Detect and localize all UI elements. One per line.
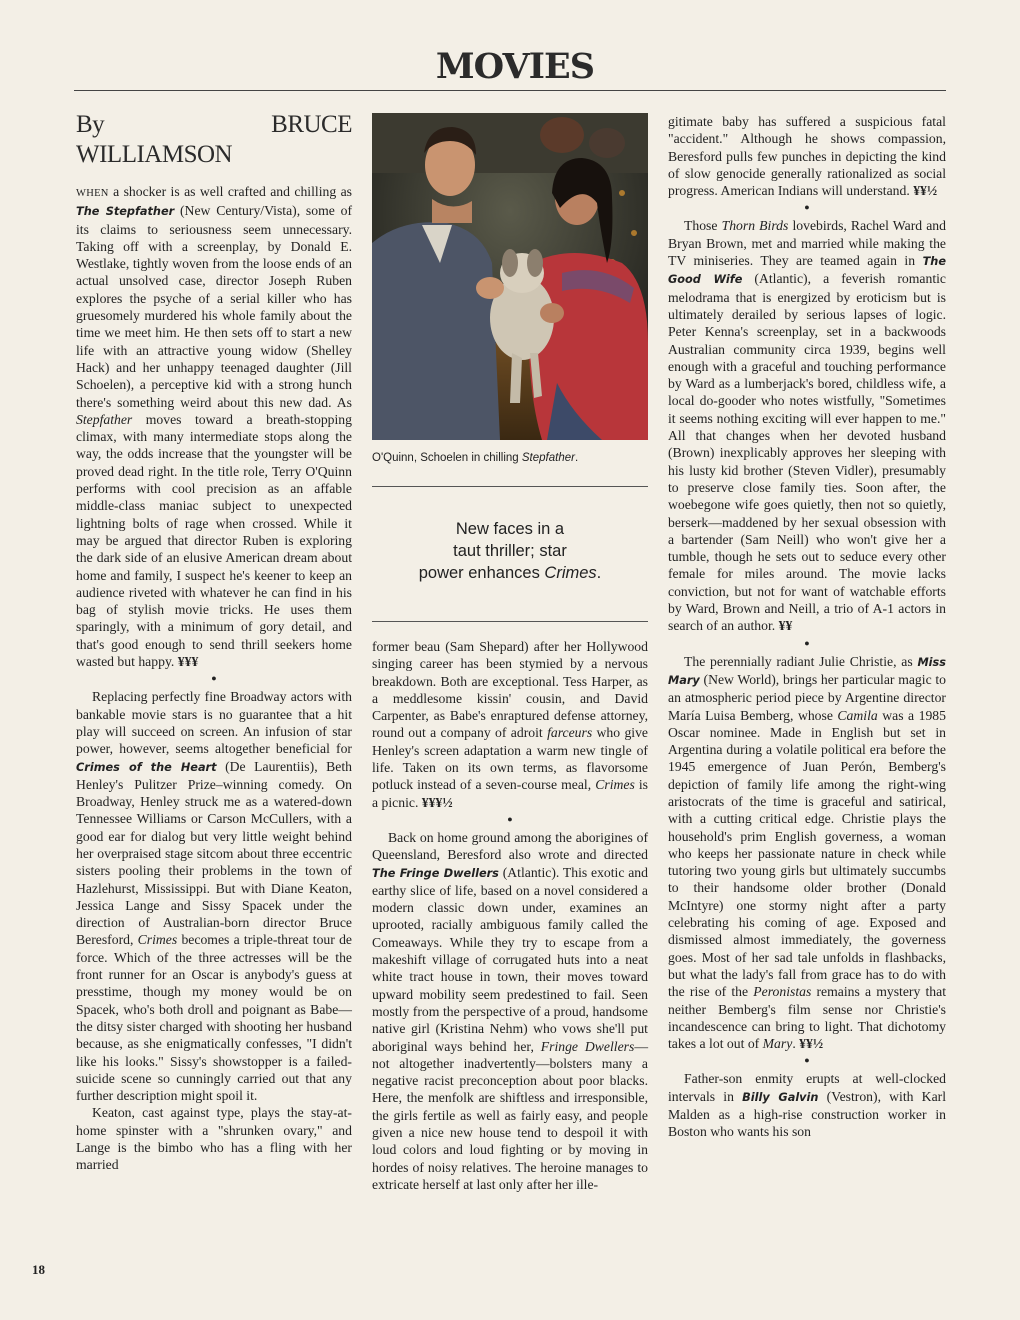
film-title: The Fringe Dwellers [372,866,499,880]
rating: ¥¥¥½ [421,794,453,810]
column-3 [668,113,946,1141]
rating: ¥¥ [778,618,793,634]
movie-still-photo [372,113,648,440]
crimes-review-end: former beau (Sam Shepard) after her Hollywood singing career has been stymied by a nervous breakdown. Both are exceptional. Tess Harper, as a meddlesome kissin' cousin, and David Carpenter, as Babe's enraptured defense attorney, round out a company of adroit farceurs who give Henley's screen adaptation a warm new tingle of life. Taken on its own terms, as flavorsome potluck instead of a seven-course meal, Crimes is a picnic. ¥¥¥½ [372,639,649,810]
miss-mary-review: The perennially radiant Julie Christie, as Miss Mary (New World), brings her particular magic to an atmospheric period piece by Argentine director María Luisa Bemberg, whose Camila was a 1985 Oscar nominee. Made in English but set in Argentina during a volatile political era before the 1945 emergence of Juan Perón, Bemberg's depiction of family life among the right-wing aristocrats of the time is graceful and satirical, with a cutting critical edge. Christie plays the household's prim English governess, a woman who keeps her passionate nature in check while tutoring two young girls but ultimately succumbs to their handsome older brother (Donald McIntyre) one stormy night after a party celebrating his coming of age. Exposed and dismissed almost immediately, the governess goes. Most of her sad tale unfolds in flashbacks, but what the lady's fall from grace has to do with the rise of the Peronistas remains a mystery that neither Bemberg's film sense nor Christie's incandescence can bring to light. That dichotomy takes a lot out of Mary. ¥¥½ [668,653,946,1052]
byline: By BRUCE WILLIAMSON [76,111,352,168]
column-1 [76,108,352,1174]
separator-bullet: ● [804,637,810,648]
separator-bullet: ● [211,673,217,684]
pull-quote-top-rule [372,486,648,487]
crimes-review-cont: Keaton, cast against type, plays the stay-at-home spinster with a "shrunken ovary," and Lange is the bimbo who has a fling with her married [76,1105,352,1173]
film-title: Billy Galvin [742,1090,819,1104]
separator-bullet: ● [507,813,513,824]
fringe-dwellers-review: Back on home ground among the aborigines of Queensland, Beresford also wrote and directed The Fringe Dwellers (Atlantic). This exotic and earthy slice of life, based on a novel considered a modern classic down under, examines an uprooted, racially ambiguous family called the Comeaways. While they try to escape from a makeshift village of corrugated huts into a neat white tract house in town, their moves toward upward mobility seem predestined to fail. Seen mostly from the perspective of a proud, handsome native girl (Kristina Nehm) who vows she'll put aboriginal ways behind her, Fringe Dwellers—not altogether inadvertently—bolsters many a negative racist preconception about poor blacks. Here, the menfolk are shiftless and irresponsible, the girls fertile as well as fairly easy, and people given a nice new house tend to despoil it with loud colors and loud fighting or by moving in hordes of noisy relatives. The heroine manages to extricate herself at last only after her ille- [372,829,648,1192]
section-title: MOVIES [435,46,594,87]
lead-in: WHEN [76,188,109,199]
separator-bullet: ● [804,1055,810,1066]
pull-quote-bottom-rule [372,621,648,622]
film-title: Crimes of the Heart [76,760,217,774]
rating: ¥¥¥ [177,654,199,670]
pull-quote: New faces in a taut thriller; star power enhances Crimes. [418,520,602,582]
page-number: 18 [32,1262,45,1277]
film-title: The Stepfather [76,205,175,219]
good-wife-review: Those Thorn Birds lovebirds, Rachel Ward and Bryan Brown, met and married while making the TV miniseries. They are teamed again in The Good Wife (Atlantic), a feverish romantic melodrama that is energized by eroticism but is ultimately derailed by serious lapses of logic. Peter Kenna's screenplay, set in a backwoods Australian community circa 1939, begins well enough with a graceful and touching performance by Ward as a lumberjack's bored, childless wife, a local do-gooder who notes wistfully, "Sometimes it seems nothing exciting will ever happen to me." All that changes when her devoted husband (Brown) inexplicably approves her sleeping with his lusty kid brother (Steven Vidler), presumably to preserve close family ties. Soon after, the woebegone wife goes quietly, then not so quietly, berserk—maddened by her sexual obsession with a bartender (Sam Neill) who won't give her a tumble, though he sets out to seduce every other female for miles around. The movie lacks conviction, but not for want of watchable efforts by Ward, Brown and Neill, a trio of A-1 actors in search of an author. ¥¥ [668,218,946,634]
fringe-dwellers-review-end: gitimate baby has suffered a suspicious fatal "accident." Although he shows compassion, Beresford pulls few punches in depicting the kind of slow genocide generally rationalized as social progress. American Indians will understand. ¥¥½ [668,114,946,199]
rating: ¥¥½ [913,183,938,199]
photo-caption: O'Quinn, Schoelen in chilling Stepfather. [372,452,579,464]
billy-galvin-review: Father-son enmity erupts at well-clocked intervals in Billy Galvin (Vestron), with Karl Malden as a high-rise construction worker in Boston who wants his son [668,1071,947,1140]
separator-bullet: ● [804,202,810,213]
rating: ¥¥½ [799,1036,824,1052]
crimes-review: Replacing perfectly fine Broadway actors with bankable movie stars is no guarantee that a hit play will succeed on screen. An infusion of star power, however, seems altogether beneficial for Crimes of the Heart (De Laurentiis), Beth Henley's Pulitzer Prize–winning comedy. On Broadway, Henley struck me as a watered-down Tennessee Williams or Carson McCullers, with a good ear for dialog but very little weight behind her overpraised stage sitcom about three eccentric sisters pooling their problems in the town of Hazlehurst, Mississippi. But with Diane Keaton, Jessica Lange and Sissy Spacek under the direction of Australian-born director Bruce Beresford, Crimes becomes a triple-threat tour de force. Which of the three actresses will be the front runner for an Oscar is anybody's guess at presstime, though my money would be on Spacek, who's both droll and poignant as Babe—the ditsy sister charged with shooting her husband because, as she enigmatically confesses, "I didn't like his looks." Sissy's showstopper is a failed-suicide scene so cunningly carried out that any further description might spoil it. [76,689,353,1104]
film-title: The Good Wife [668,255,946,287]
section-header [74,44,946,91]
column-2 [372,638,648,1193]
stepfather-review: WHEN a shocker is as well crafted and chilling as The Stepfather (New Century/Vista), some of its claims to seriousness seem unnecessary. Taking off with a screenplay, by Donald E. Westlake, tightly woven from the loose ends of an actual unsolved case, director Joseph Ruben explores the psyche of a serial killer who has gruesomely murdered his whole family about the time we meet him. He then sets off to start a new life with an attractive young widow (Shelley Hack) and her unhappy teenaged daughter (Jill Schoelen), a perceptive kid with a strong hunch there's something weird about this new dad. As Stepfather moves toward a breath-stopping climax, with many intermediate stops along the way, the odds increase that the youngster will be proved dead right. In the title role, Terry O'Quinn performs with cool precision as an affable middle-class maniac subject to unexpected lightning bolts of rage when crossed. While it may be argued that director Ruben is exploring the dark side of an elusive American dream about home and family, I suspect he's keener to keep an audience riveted with whatever he can find in his bag of stylish movie tricks. He uses them sparingly, with a minimum of gory detail, and that's good enough to send thrill seekers home wasted but happy. ¥¥¥ [76,184,353,670]
film-title: Miss Mary [668,655,946,687]
photo-illustration [372,113,648,440]
